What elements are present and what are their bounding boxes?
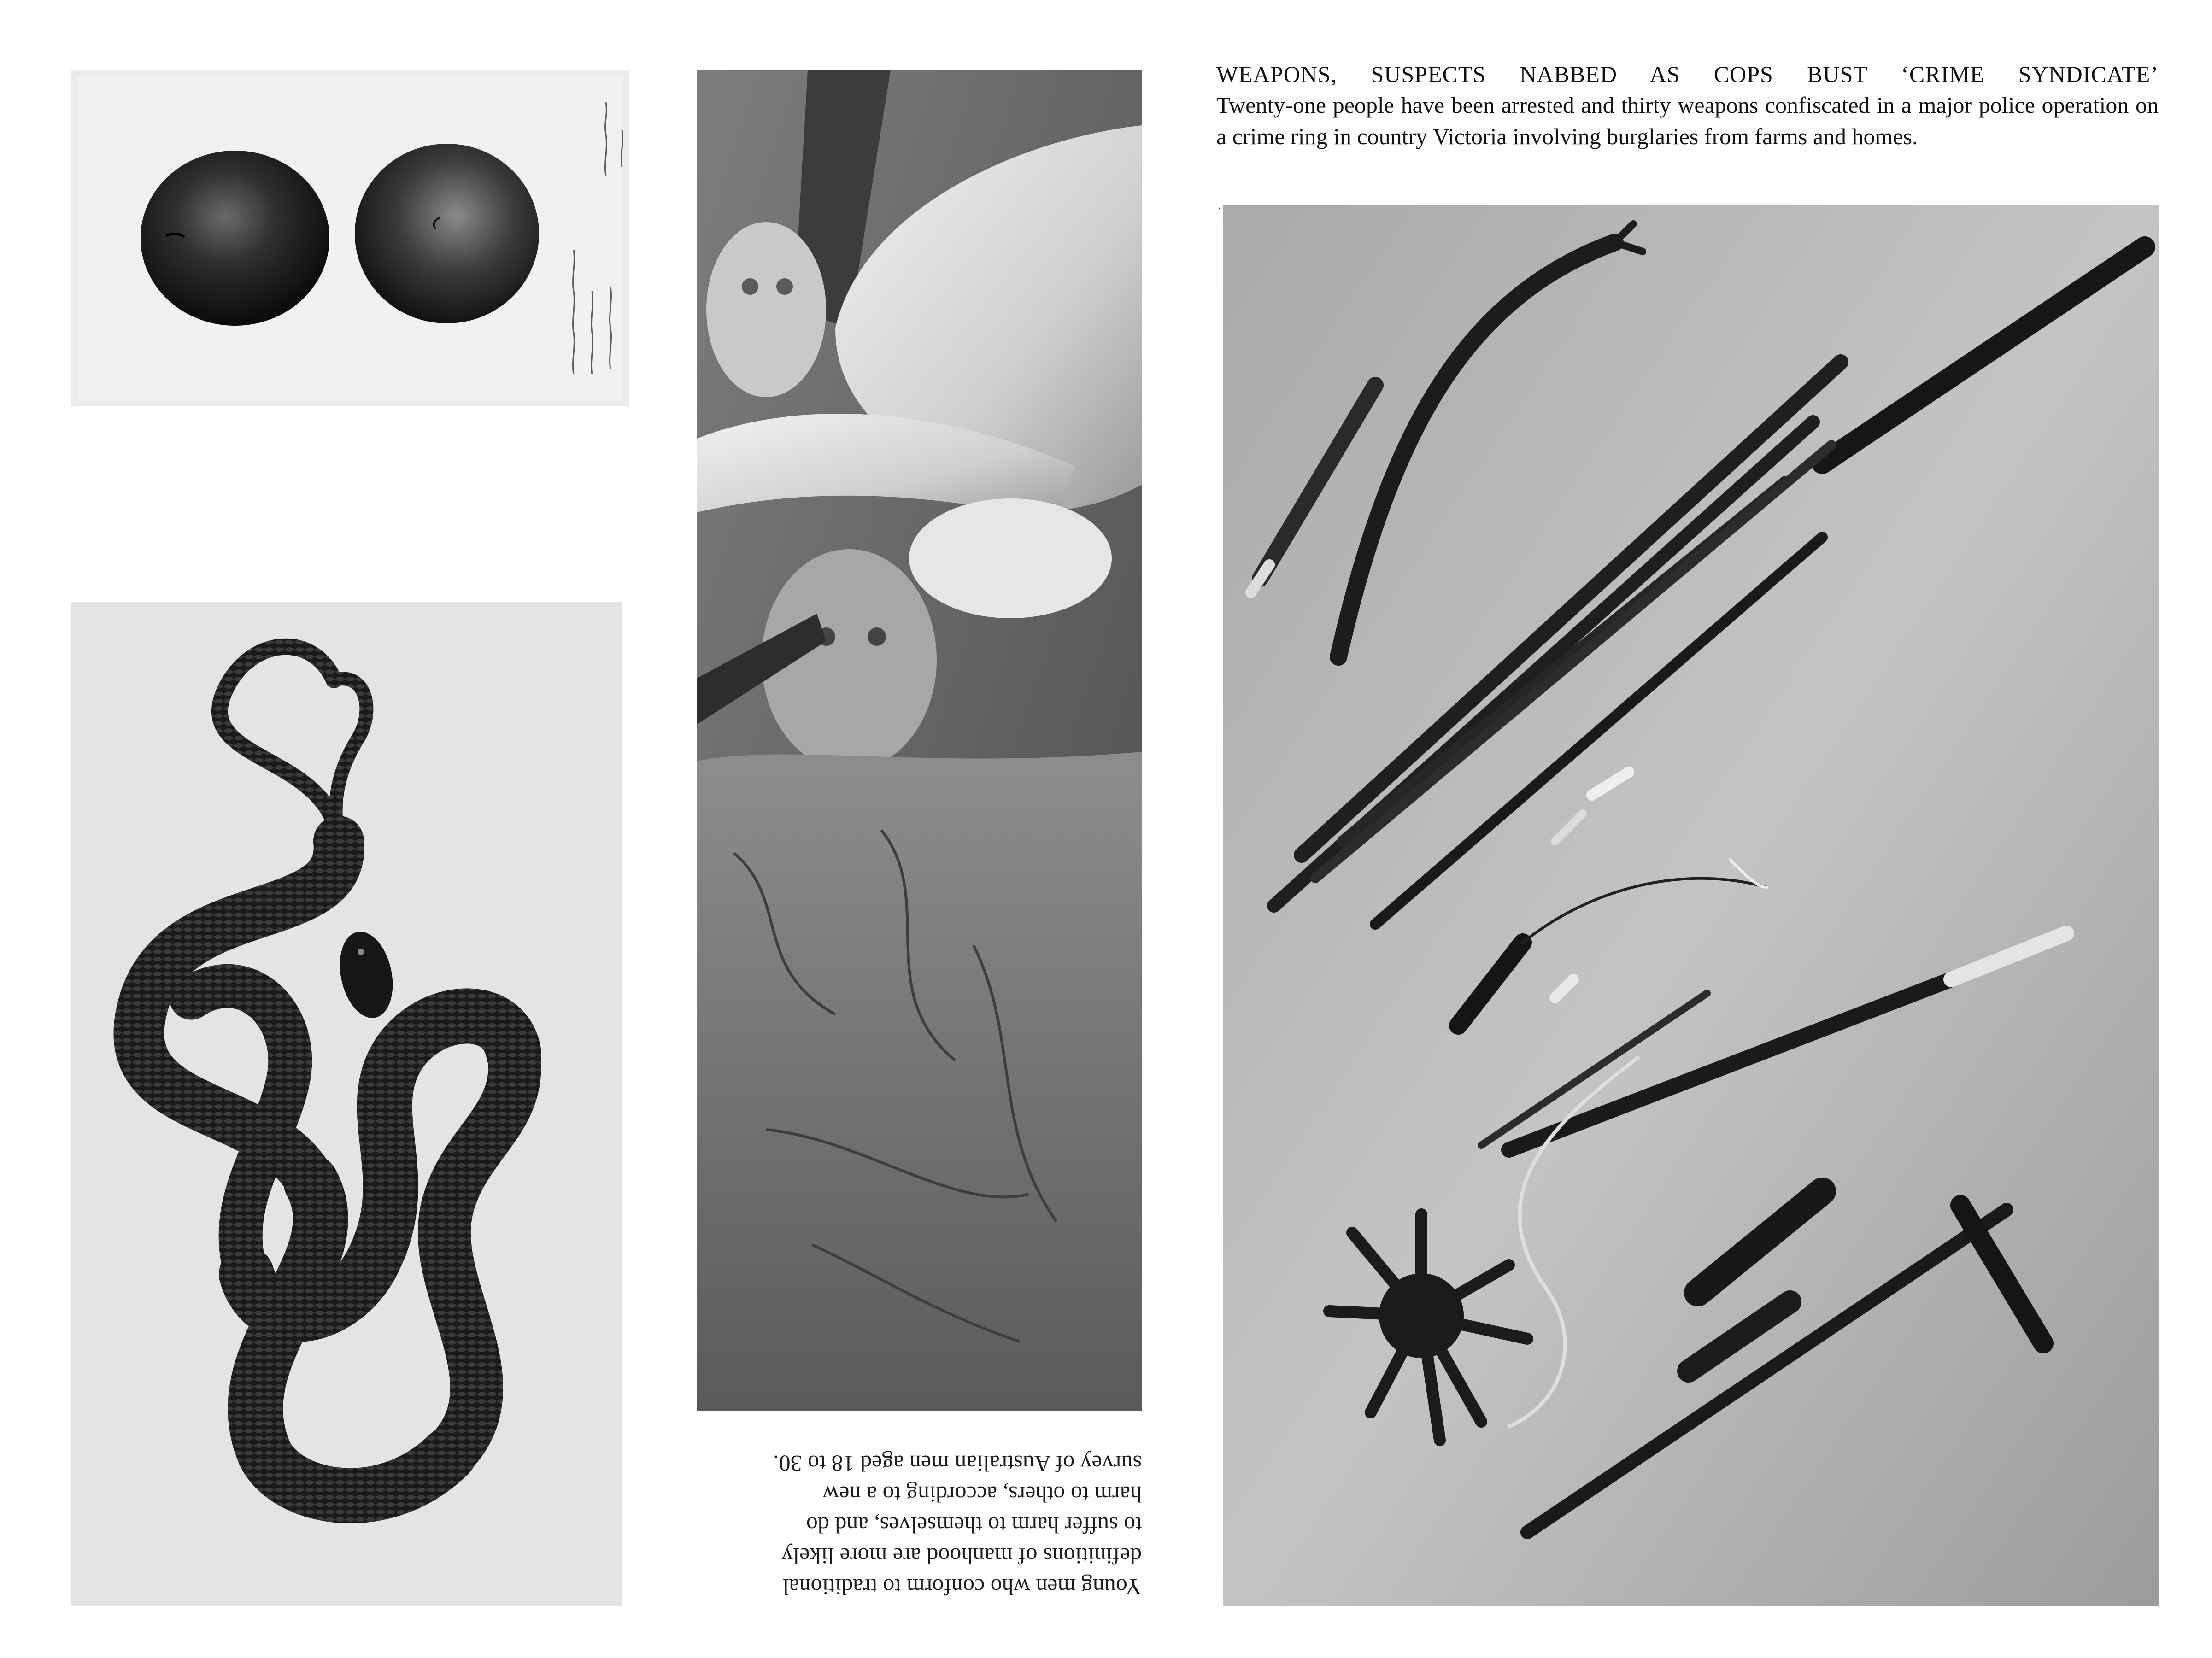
article-headline: WEAPONS, SUSPECTS NABBED AS COPS BUST ‘CRIME SYNDICATE’ xyxy=(1216,61,2159,87)
apples-plate xyxy=(71,70,629,406)
stray-mark: . xyxy=(1218,197,1221,212)
snake-plate xyxy=(71,602,622,1606)
quote-line-3: to suffer harm to themselves, and do xyxy=(806,1512,1142,1538)
upside-down-quote xyxy=(697,1427,1142,1602)
quote-line-5: survey of Australian men aged 18 to 30. xyxy=(773,1451,1142,1476)
statue-illustration xyxy=(697,70,1142,1411)
apples-illustration xyxy=(71,70,629,406)
apple-right xyxy=(355,144,539,323)
weapons-photo xyxy=(1223,205,2159,1606)
weapons-illustration xyxy=(1223,205,2159,1606)
news-article xyxy=(1216,59,2159,152)
article-lede: Twenty-one people have been arrested and thirty weapons confiscated in a major police operation on a crime ring in country Victoria involving burglaries from farms and homes. xyxy=(1216,92,2159,149)
quote-line-1: Young men who conform to traditional xyxy=(782,1574,1142,1600)
quote-line-2: definitions of manhood are more likely xyxy=(781,1543,1142,1569)
apple-left xyxy=(141,151,329,326)
quote-line-4: harm to others, according to a new xyxy=(822,1482,1142,1507)
statue-photo xyxy=(697,70,1142,1411)
snake-illustration xyxy=(71,602,622,1606)
